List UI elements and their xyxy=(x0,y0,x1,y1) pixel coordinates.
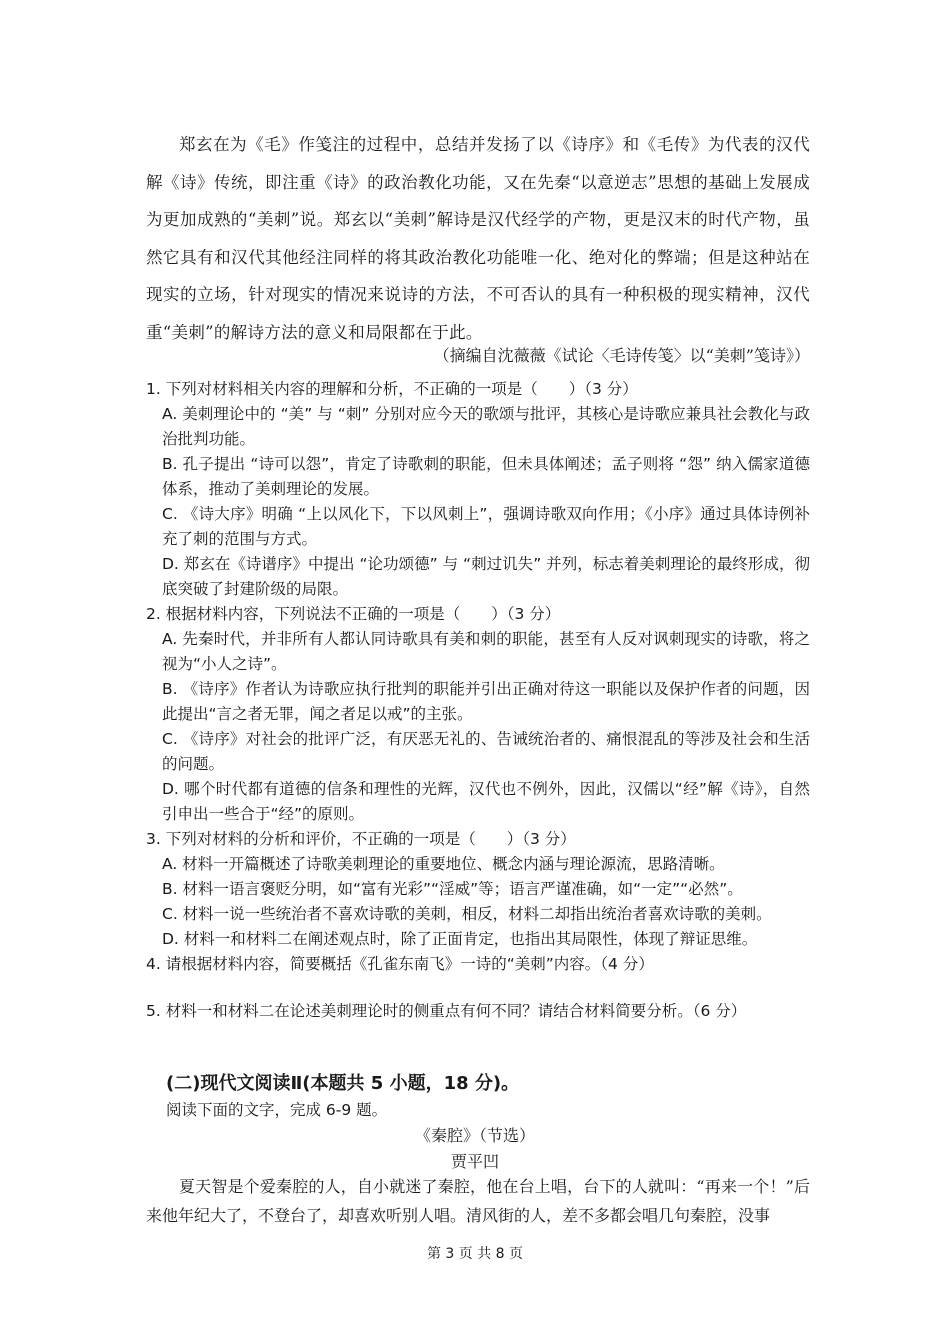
passage-title: 《秦腔》（节选） xyxy=(414,1126,535,1145)
option-b: B. 孔子提出 “诗可以怨”，肯定了诗歌刺的职能，但未具体阐述；孟子则将 “怨” 纳入儒家道德体系，推动了美刺理论的发展。 xyxy=(162,455,810,498)
question-stem: 2. 根据材料内容，下列说法不正确的一项是（ ）（3 分） xyxy=(146,605,561,623)
section-instruction: 阅读下面的文字，完成 6-9 题。 xyxy=(166,1101,388,1119)
material-text: 郑玄在为《毛》作笺注的过程中，总结并发扬了以《诗序》和《毛传》为代表的汉代解《诗》传统，即注重《诗》的政治教化功能，又在先秦“以意逆志”思想的基础上发展成为更加成熟的“美刺”说。郑玄以“美刺”解诗是汉代经学的产物，更是汉末的时代产物，虽然它具有和汉代其他经注同样的将其政治教化功能唯一化、绝对化的弊端；但是这种站在现实的立场，针对现实的情况来说诗的方法，不可否认的具有一种积极的现实精神，汉代重“美刺”的解诗方法的意义和局限都在于此。 xyxy=(146,135,810,342)
option-a: A. 先秦时代，并非所有人都认同诗歌具有美和刺的职能，甚至有人反对讽刺现实的诗歌，将之视为“小人之诗”。 xyxy=(162,630,810,673)
section-heading: (二)现代文阅读Ⅱ(本题共 5 小题，18 分)。 xyxy=(166,1073,520,1094)
option-d: D. 哪个时代都有道德的信条和理性的光辉，汉代也不例外，因此，汉儒以“经”解《诗》，自然引申出一些合于“经”的原则。 xyxy=(162,780,810,823)
question-stem: 3. 下列对材料的分析和评价，不正确的一项是（ ）（3 分） xyxy=(146,830,576,848)
answer-space xyxy=(146,977,810,999)
option-c: C. 《诗序》对社会的批评广泛，有厌恶无礼的、告诫统治者的、痛恨混乱的等涉及社会和生活的问题。 xyxy=(162,730,810,773)
passage-paragraph: 夏天智是个爱秦腔的人，自小就迷了秦腔，他在台上唱，台下的人就叫：“再来一个！”后来他年纪大了，不登台了，却喜欢听别人唱。清风街的人，差不多都会唱几句秦腔，没事 xyxy=(146,1177,810,1225)
question-4 xyxy=(146,952,810,977)
passage-author: 贾平凹 xyxy=(450,1152,499,1171)
page-number: 第 3 页 共 8 页 xyxy=(426,1246,524,1262)
option-a: A. 美刺理论中的 “美” 与 “刺” 分别对应今天的歌颂与批评，其核心是诗歌应兼具社会教化与政治批判功能。 xyxy=(162,405,810,448)
source-citation: （摘编自沈薇薇《试论〈毛诗传笺〉以“美刺”笺诗》） xyxy=(433,346,810,365)
passage-body xyxy=(146,1172,810,1230)
question-1 xyxy=(146,377,810,602)
material-paragraph xyxy=(146,126,810,352)
option-b: B. 《诗序》作者认为诗歌应执行批判的职能并引出正确对待这一职能以及保护作者的问题，因此提出“言之者无罪，闻之者足以戒”的主张。 xyxy=(162,680,810,723)
question-list xyxy=(146,377,810,1024)
question-3 xyxy=(146,827,810,952)
question-2 xyxy=(146,602,810,827)
question-5 xyxy=(146,999,810,1024)
option-c: C. 材料一说一些统治者不喜欢诗歌的美刺，相反，材料二却指出统治者喜欢诗歌的美刺。 xyxy=(162,905,772,923)
question-stem: 4. 请根据材料内容，简要概括《孔雀东南飞》一诗的“美刺”内容。（4 分） xyxy=(146,955,654,973)
option-a: A. 材料一开篇概述了诗歌美刺理论的重要地位、概念内涵与理论源流，思路清晰。 xyxy=(162,855,725,873)
option-d: D. 郑玄在《诗谱序》中提出 “论功颂德” 与 “刺过讥失” 并列，标志着美刺理论的最终形成，彻底突破了封建阶级的局限。 xyxy=(162,555,810,598)
option-b: B. 材料一语言褒贬分明，如“富有光彩”“淫威”等；语言严谨准确，如“一定”“必然”。 xyxy=(162,880,743,898)
question-stem: 1. 下列对材料相关内容的理解和分析，不正确的一项是（ ）（3 分） xyxy=(146,380,638,398)
option-d: D. 材料一和材料二在阐述观点时，除了正面肯定，也指出其局限性，体现了辩证思维。 xyxy=(162,930,758,948)
question-stem: 5. 材料一和材料二在论述美刺理论时的侧重点有何不同？请结合材料简要分析。（6 分） xyxy=(146,1002,747,1020)
option-c: C. 《诗大序》明确 “上以风化下，下以风刺上”，强调诗歌双向作用；《小序》通过具体诗例补充了刺的范围与方式。 xyxy=(162,505,810,548)
